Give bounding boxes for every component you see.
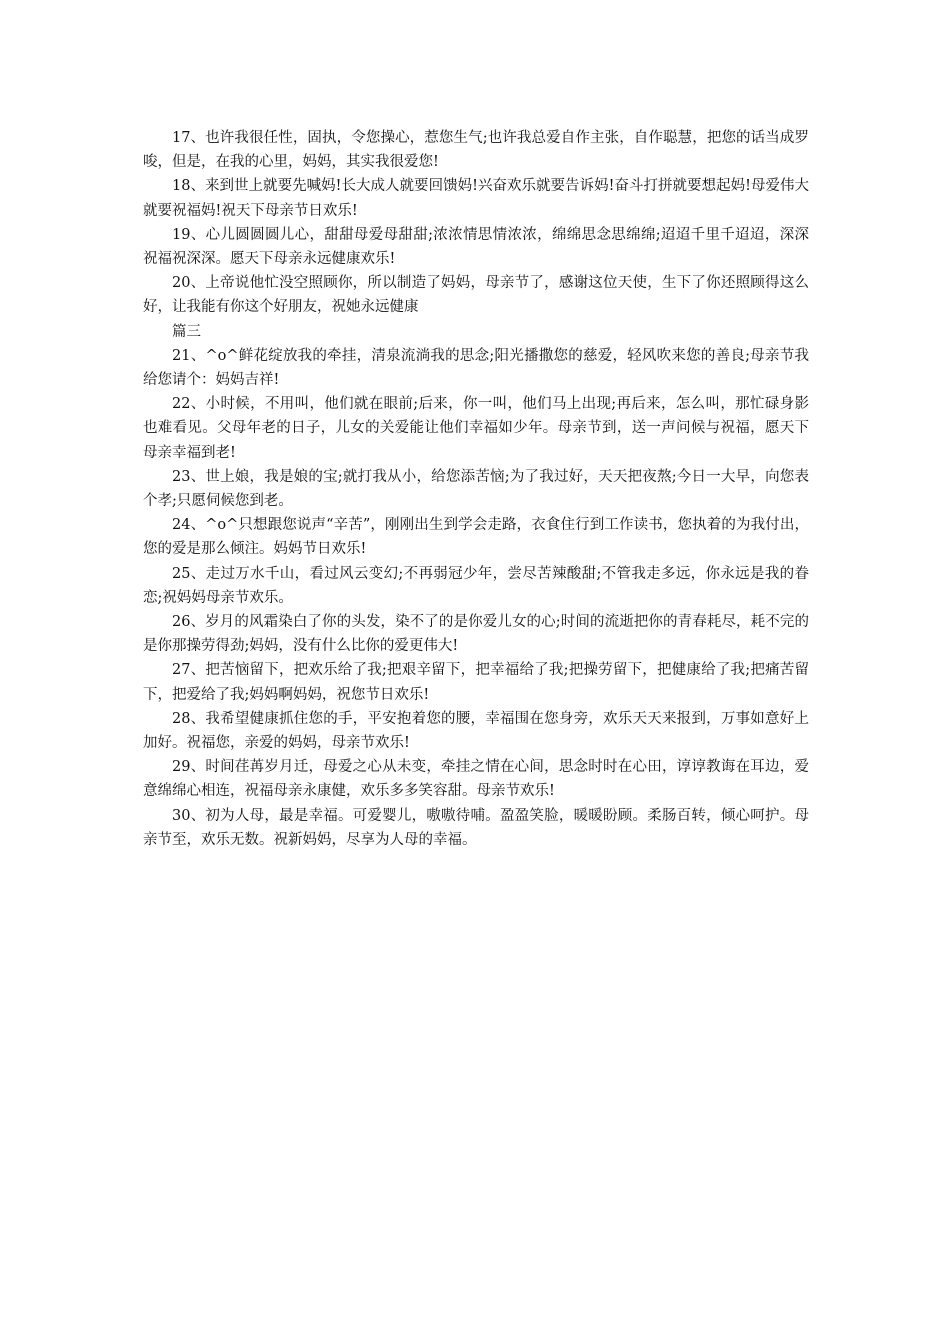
paragraph-23: 23、世上娘，我是娘的宝;就打我从小，给您添苦恼;为了我过好，天天把夜熬;今日一大早，向您表个孝;只愿伺候您到老。	[143, 468, 809, 510]
paragraph-29: 29、时间荏苒岁月迁，母爱之心从未变，牵挂之情在心间，思念时时在心田，谆谆教诲在耳边，爱意绵绵心相连，祝福母亲永康健，欢乐多多笑容甜。母亲节欢乐!	[143, 759, 809, 800]
paragraph-24: 24、^o^只想跟您说声“辛苦”，刚刚出生到学会走路，衣食住行到工作读书，您执着的为我付出，您的爱是那么倾注。妈妈节日欢乐!	[143, 517, 809, 558]
paragraph-17: 17、也许我很任性，固执，令您操心，惹您生气;也许我总爱自作主张，自作聪慧，把您的话当成罗唆，但是，在我的心里，妈妈，其实我很爱您!	[143, 130, 809, 171]
paragraph-22: 22、小时候，不用叫，他们就在眼前;后来，你一叫，他们马上出现;再后来，怎么叫，那忙碌身影也难看见。父母年老的日子，儿女的关爱能让他们幸福如少年。母亲节到，送一声问候与祝福，愿天下母亲幸福到老!	[143, 396, 809, 461]
paragraph-30: 30、初为人母，最是幸福。可爱婴儿，嗷嗷待哺。盈盈笑脸，暖暖盼顾。柔肠百转，倾心呵护。母亲节至，欢乐无数。祝新妈妈，尽享为人母的幸福。	[143, 807, 809, 848]
paragraph-19: 19、心儿圆圆圆儿心，甜甜母爱母甜甜;浓浓情思情浓浓，绵绵思念思绵绵;迢迢千里千迢迢，深深祝福祝深深。愿天下母亲永远健康欢乐!	[143, 226, 809, 268]
paragraph-28: 28、我希望健康抓住您的手，平安抱着您的腰，幸福围在您身旁，欢乐天天来报到，万事如意好上加好。祝福您，亲爱的妈妈，母亲节欢乐!	[143, 710, 809, 752]
paragraph-27: 27、把苦恼留下，把欢乐给了我;把艰辛留下，把幸福给了我;把操劳留下，把健康给了我;把痛苦留下，把爱给了我;妈妈啊妈妈，祝您节日欢乐!	[143, 662, 809, 703]
document-body	[143, 126, 809, 852]
paragraph-25: 25、走过万水千山，看过风云变幻;不再弱冠少年，尝尽苦辣酸甜;不管我走多远，你永远是我的眷恋;祝妈妈母亲节欢乐。	[143, 565, 809, 606]
paragraph-18: 18、来到世上就要先喊妈!长大成人就要回馈妈!兴奋欢乐就要告诉妈!奋斗打拼就要想起妈!母爱伟大就要祝福妈!祝天下母亲节日欢乐!	[143, 178, 809, 219]
section-heading: 篇三	[172, 323, 201, 340]
paragraph-20: 20、上帝说他忙没空照顾你，所以制造了妈妈，母亲节了，感谢这位天使，生下了你还照顾得这么好，让我能有你这个好朋友，祝她永远健康	[143, 275, 809, 316]
paragraph-26: 26、岁月的风霜染白了你的头发，染不了的是你爱儿女的心;时间的流逝把你的青春耗尽，耗不完的是你那操劳得劲;妈妈，没有什么比你的爱更伟大!	[143, 614, 809, 655]
paragraph-21: 21、^o^鲜花绽放我的牵挂，清泉流淌我的思念;阳光播撒您的慈爱，轻风吹来您的善良;母亲节我给您请个：妈妈吉祥!	[143, 347, 809, 389]
